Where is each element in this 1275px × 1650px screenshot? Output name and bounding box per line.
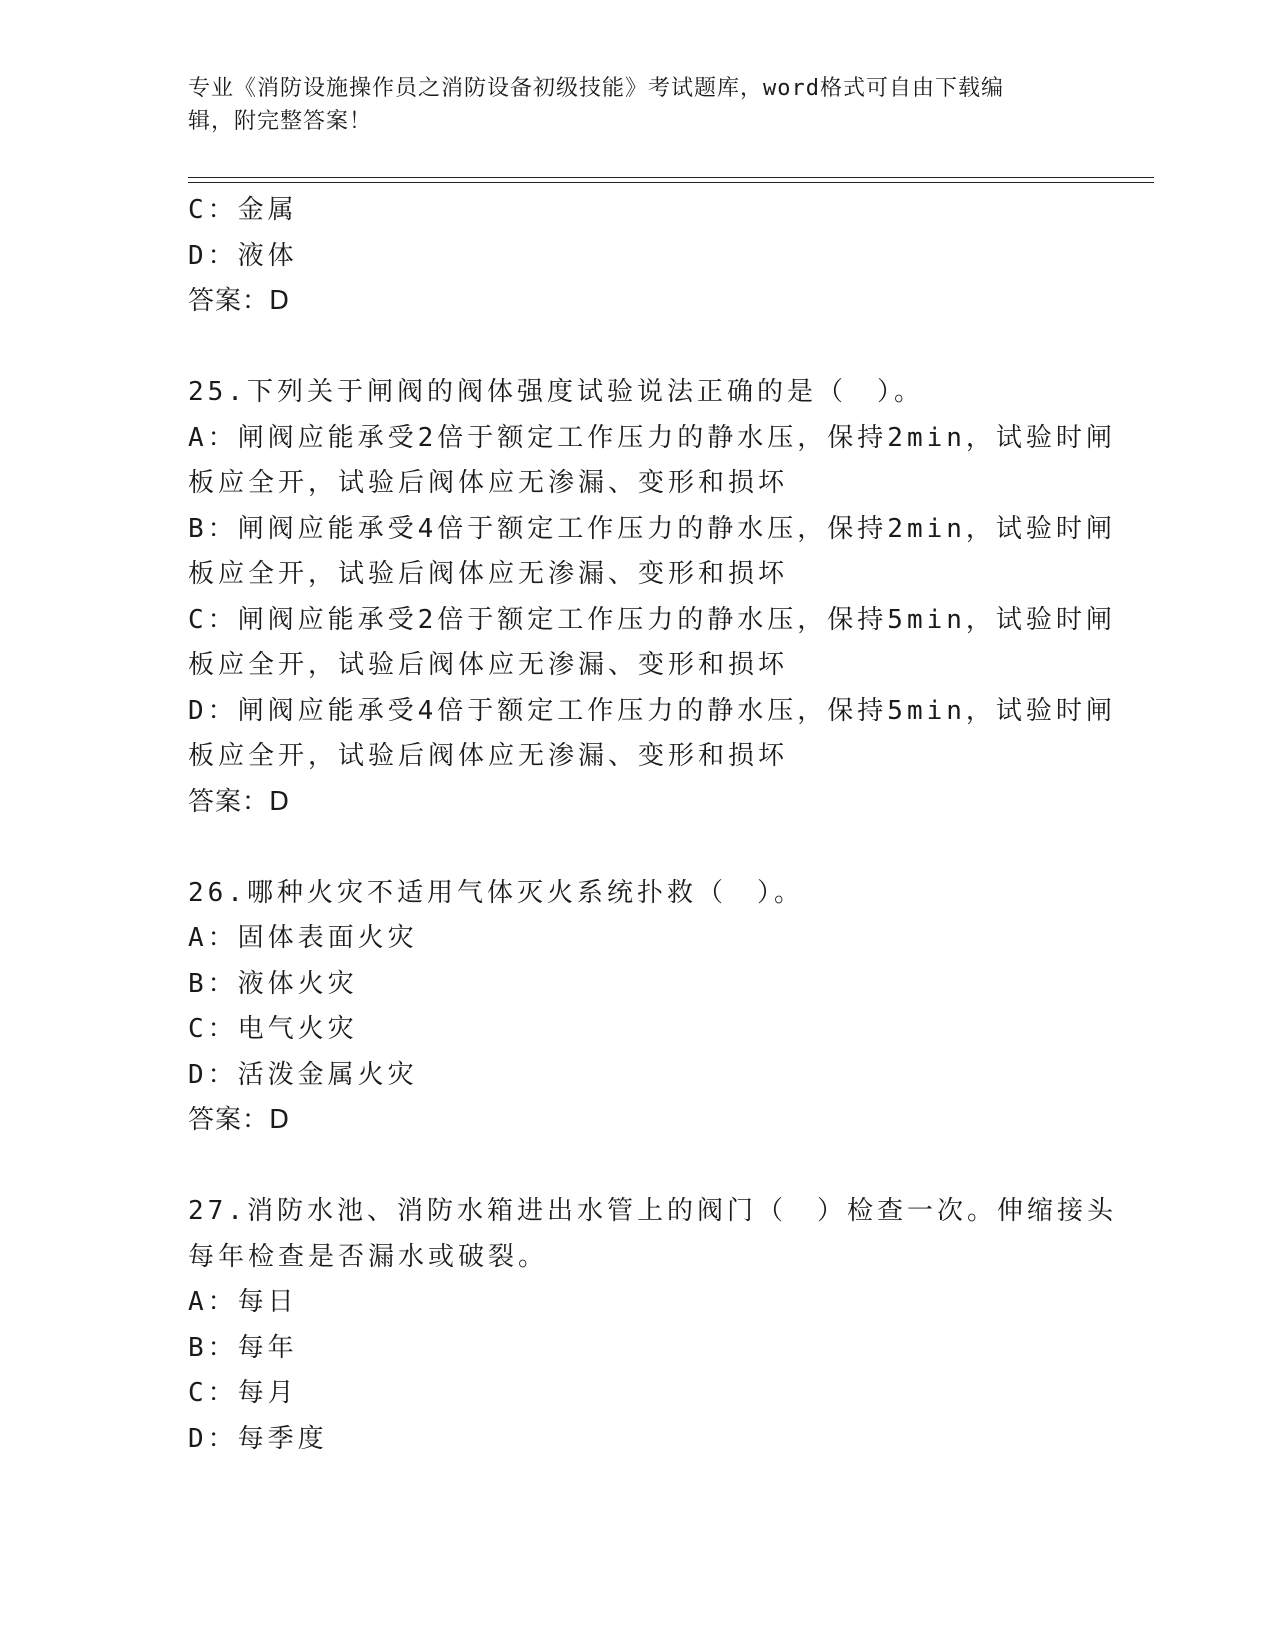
header-divider-bottom <box>188 182 1154 183</box>
question-content <box>188 188 1117 1462</box>
q26-answer: 答案：D <box>188 1105 291 1135</box>
q25-option-b-line2: 板应全开，试验后阀体应无渗漏、变形和损坏 <box>188 559 789 589</box>
q26-option-d: D：活泼金属火灾 <box>188 1059 418 1090</box>
prev-answer: 答案：D <box>188 286 291 316</box>
q25-option-d-line2: 板应全开，试验后阀体应无渗漏、变形和损坏 <box>188 741 789 771</box>
q26-option-c: C：电气火灾 <box>188 1014 358 1044</box>
q25-option-c-line2: 板应全开，试验后阀体应无渗漏、变形和损坏 <box>188 650 789 680</box>
header-line-2: 辑，附完整答案！ <box>188 109 373 134</box>
spacer <box>188 825 1088 871</box>
q26-stem: 26.哪种火灾不适用气体灭火系统扑救（ ）。 <box>188 877 804 908</box>
q25-stem: 25.下列关于闸阀的阀体强度试验说法正确的是（ ）。 <box>188 377 924 407</box>
q25-answer: 答案：D <box>188 786 291 817</box>
q27-stem-line1: 27.消防水池、消防水箱进出水管上的阀门（ ）检查一次。伸缩接头 <box>188 1196 1117 1226</box>
q26-option-b: B：液体火灾 <box>188 968 358 999</box>
q27-option-d: D：每季度 <box>188 1423 328 1454</box>
prev-option-d: D：液体 <box>188 240 298 271</box>
spacer <box>188 1144 1088 1190</box>
header-divider-top <box>188 177 1154 178</box>
prev-option-c: C：金属 <box>188 195 298 225</box>
q25-option-d-line1: D：闸阀应能承受4倍于额定工作压力的静水压，保持5min，试验时闸 <box>188 695 1116 726</box>
q26-option-a: A：固体表面火灾 <box>188 923 418 953</box>
q25-option-a-line1: A：闸阀应能承受2倍于额定工作压力的静水压，保持2min，试验时闸 <box>188 422 1116 453</box>
q27-option-b: B：每年 <box>188 1332 298 1363</box>
q27-option-c: C：每月 <box>188 1378 298 1408</box>
header-line-1: 专业《消防设施操作员之消防设备初级技能》考试题库，word格式可自由下载编 <box>188 76 1004 101</box>
document-header <box>188 72 1068 138</box>
q27-stem-line2: 每年检查是否漏水或破裂。 <box>188 1241 549 1272</box>
q27-option-a: A：每日 <box>188 1287 298 1317</box>
spacer <box>188 325 1088 371</box>
q25-option-b-line1: B：闸阀应能承受4倍于额定工作压力的静水压，保持2min，试验时闸 <box>188 513 1116 544</box>
q25-option-a-line2: 板应全开，试验后阀体应无渗漏、变形和损坏 <box>188 468 789 498</box>
q25-option-c-line1: C：闸阀应能承受2倍于额定工作压力的静水压，保持5min，试验时闸 <box>188 604 1116 635</box>
